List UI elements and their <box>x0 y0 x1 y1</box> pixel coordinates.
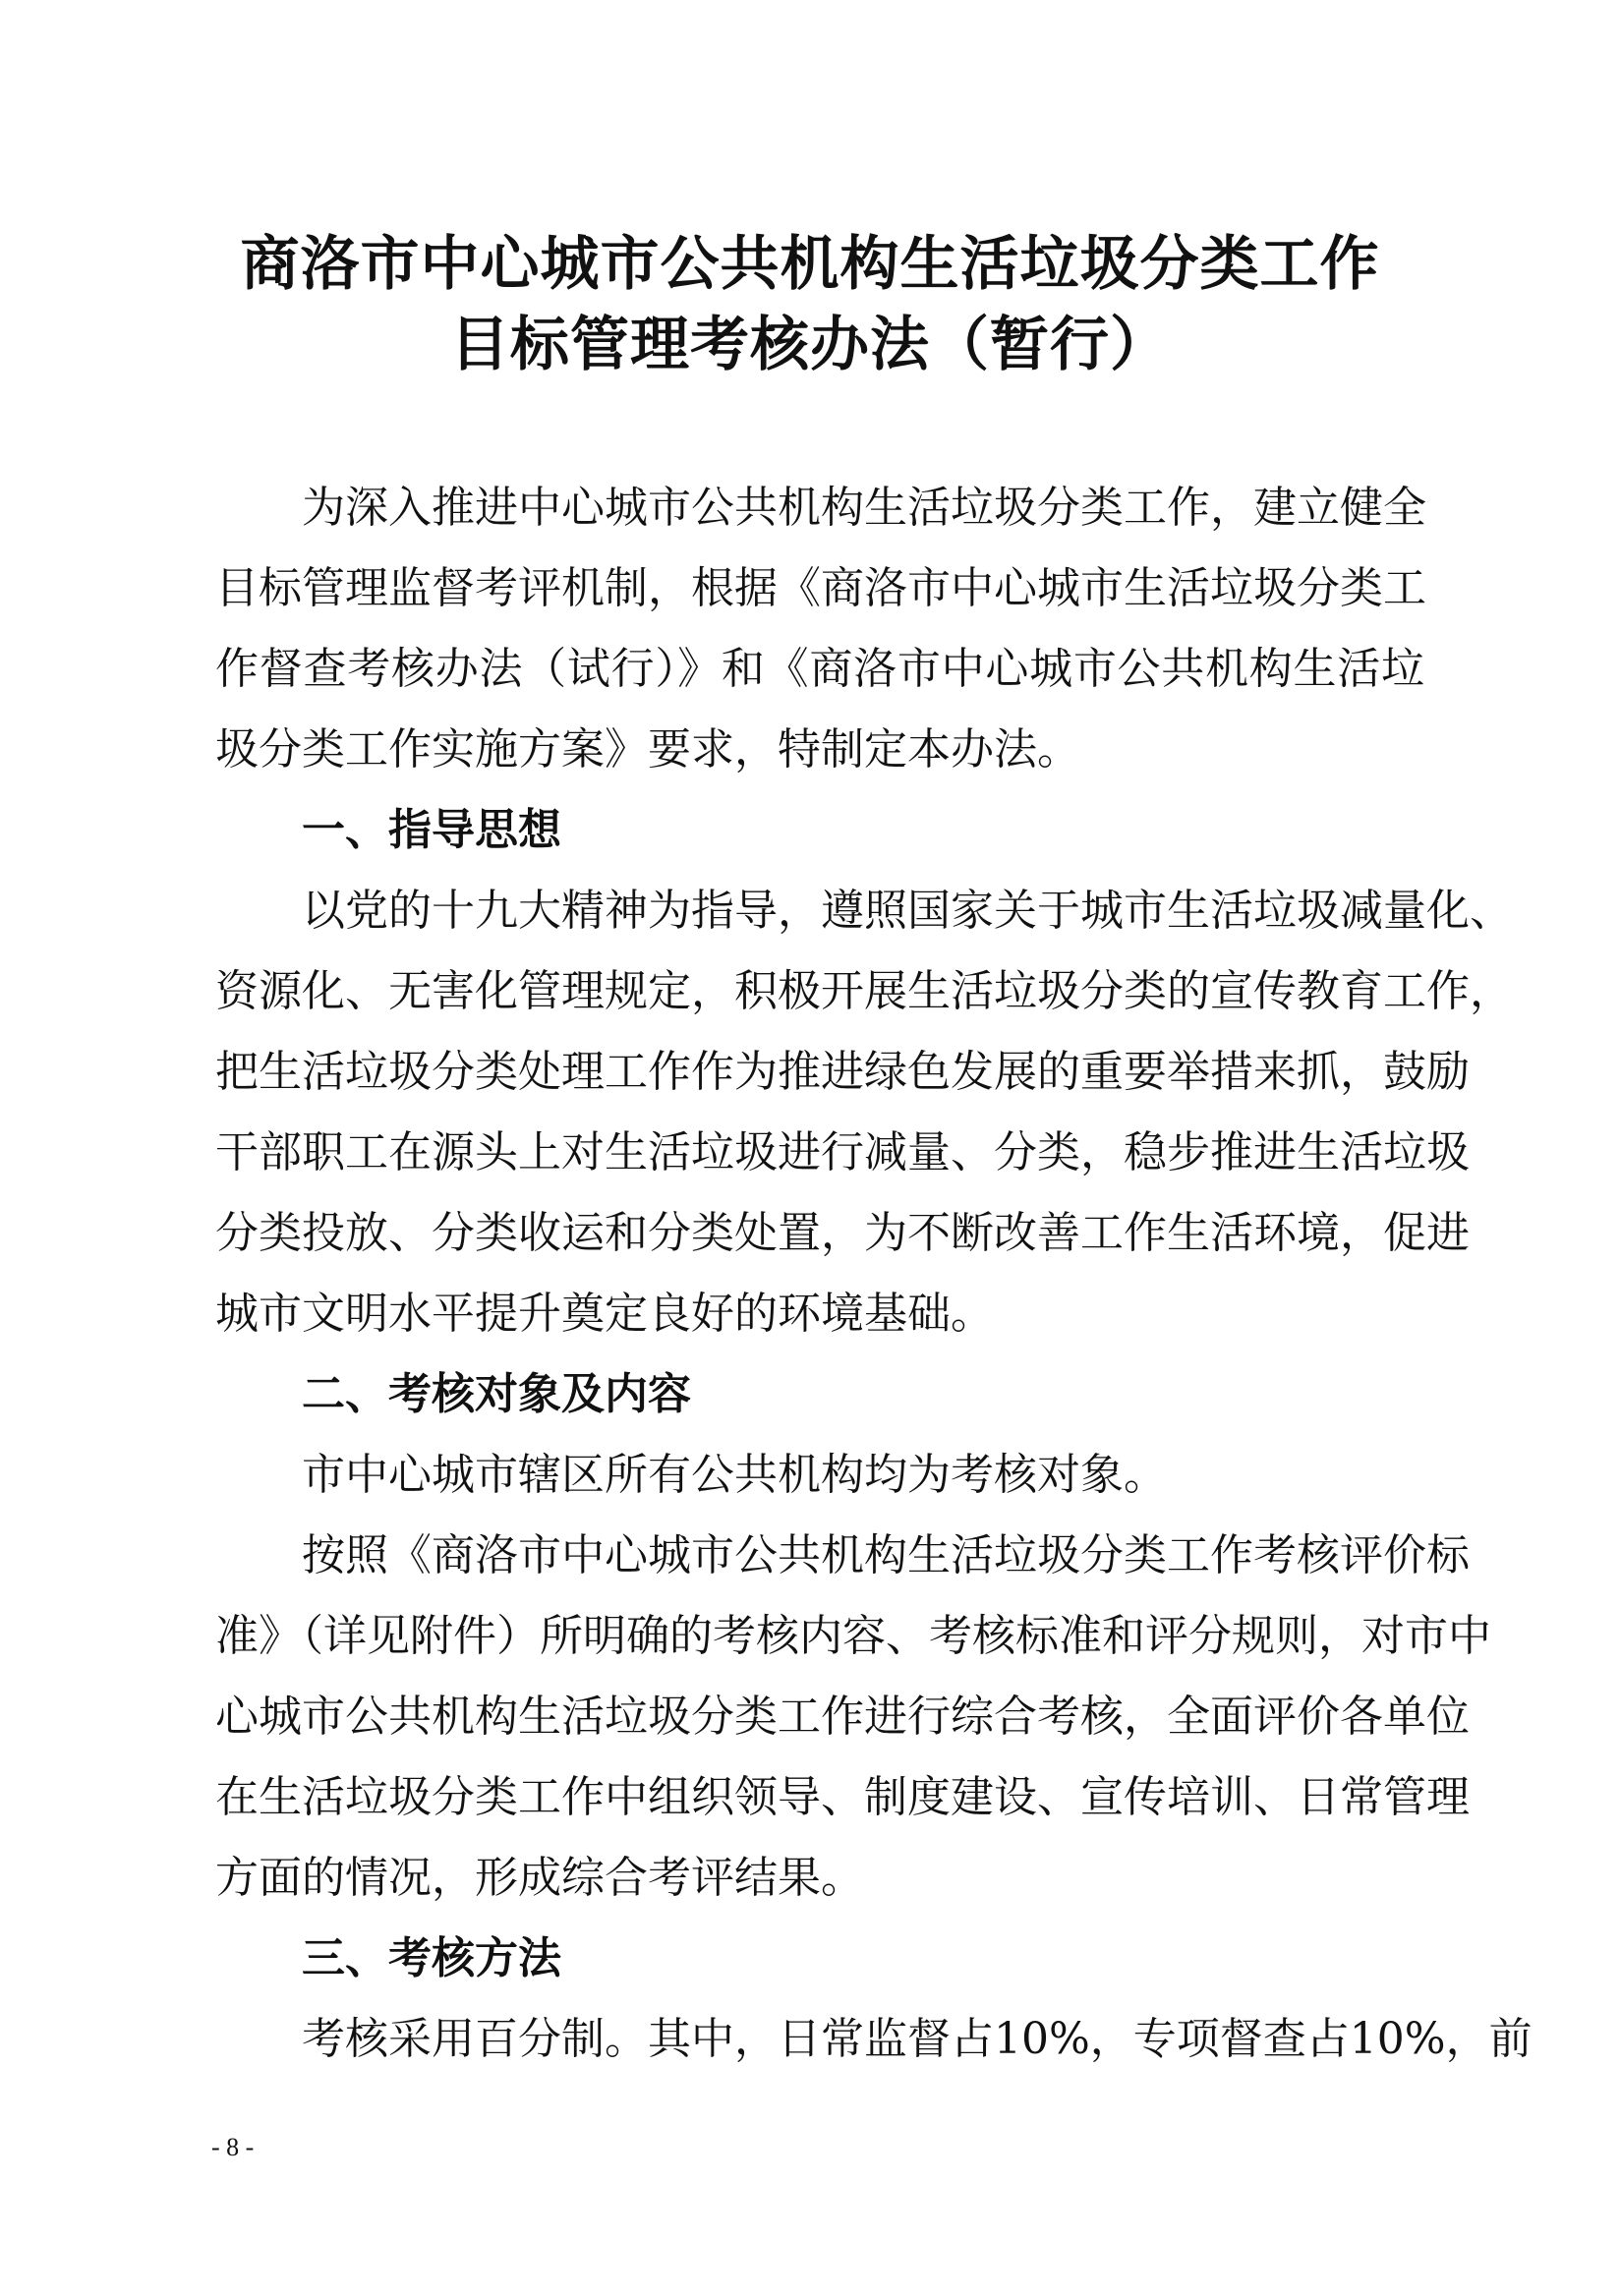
section1-line: 干部职工在源头上对生活垃圾进行减量、分类，稳步推进生活垃圾 <box>215 1127 1470 1177</box>
section2-line: 准》（详见附件）所明确的考核内容、考核标准和评分规则，对市中 <box>215 1611 1491 1661</box>
section2-line: 方面的情况，形成综合考评结果。 <box>215 1853 864 1903</box>
intro-line: 圾分类工作实施方案》要求，特制定本办法。 <box>215 724 1080 775</box>
section-heading-1: 一、指导思想 <box>302 805 561 855</box>
document-body <box>215 468 1533 2080</box>
section1-line: 分类投放、分类收运和分类处置，为不断改善工作生活环境，促进 <box>215 1208 1470 1258</box>
page-number: - 8 - <box>211 2133 255 2161</box>
intro-line: 目标管理监督考评机制，根据《商洛市中心城市生活垃圾分类工 <box>215 563 1426 613</box>
section1-line: 把生活垃圾分类处理工作作为推进绿色发展的重要举措来抓，鼓励 <box>215 1047 1470 1097</box>
intro-line: 作督查考核办法（试行）》和《商洛市中心城市公共机构生活垃 <box>215 644 1424 694</box>
document-title <box>0 224 1620 385</box>
section2-paragraph-1: 市中心城市辖区所有公共机构均为考核对象。 <box>302 1450 1167 1500</box>
section-heading-3: 三、考核方法 <box>302 1933 561 1983</box>
section1-line: 城市文明水平提升奠定良好的环境基础。 <box>215 1289 994 1339</box>
section1-line: 以党的十九大精神为指导，遵照国家关于城市生活垃圾减量化、 <box>302 886 1513 936</box>
title-line-2: 目标管理考核办法（暂行） <box>450 311 1170 379</box>
title-line-1: 商洛市中心城市公共机构生活垃圾分类工作 <box>240 230 1380 299</box>
section3-line: 考核采用百分制。其中，日常监督占10%，专项督查占10%，前 <box>302 2014 1533 2064</box>
section2-line: 按照《商洛市中心城市公共机构生活垃圾分类工作考核评价标 <box>302 1530 1470 1580</box>
section-heading-2: 二、考核对象及内容 <box>302 1369 691 1419</box>
section1-line: 资源化、无害化管理规定，积极开展生活垃圾分类的宣传教育工作， <box>215 966 1513 1016</box>
section2-line: 心城市公共机构生活垃圾分类工作进行综合考核，全面评价各单位 <box>215 1692 1470 1742</box>
intro-line: 为深入推进中心城市公共机构生活垃圾分类工作，建立健全 <box>302 483 1426 533</box>
section2-line: 在生活垃圾分类工作中组织领导、制度建设、宣传培训、日常管理 <box>215 1772 1470 1822</box>
